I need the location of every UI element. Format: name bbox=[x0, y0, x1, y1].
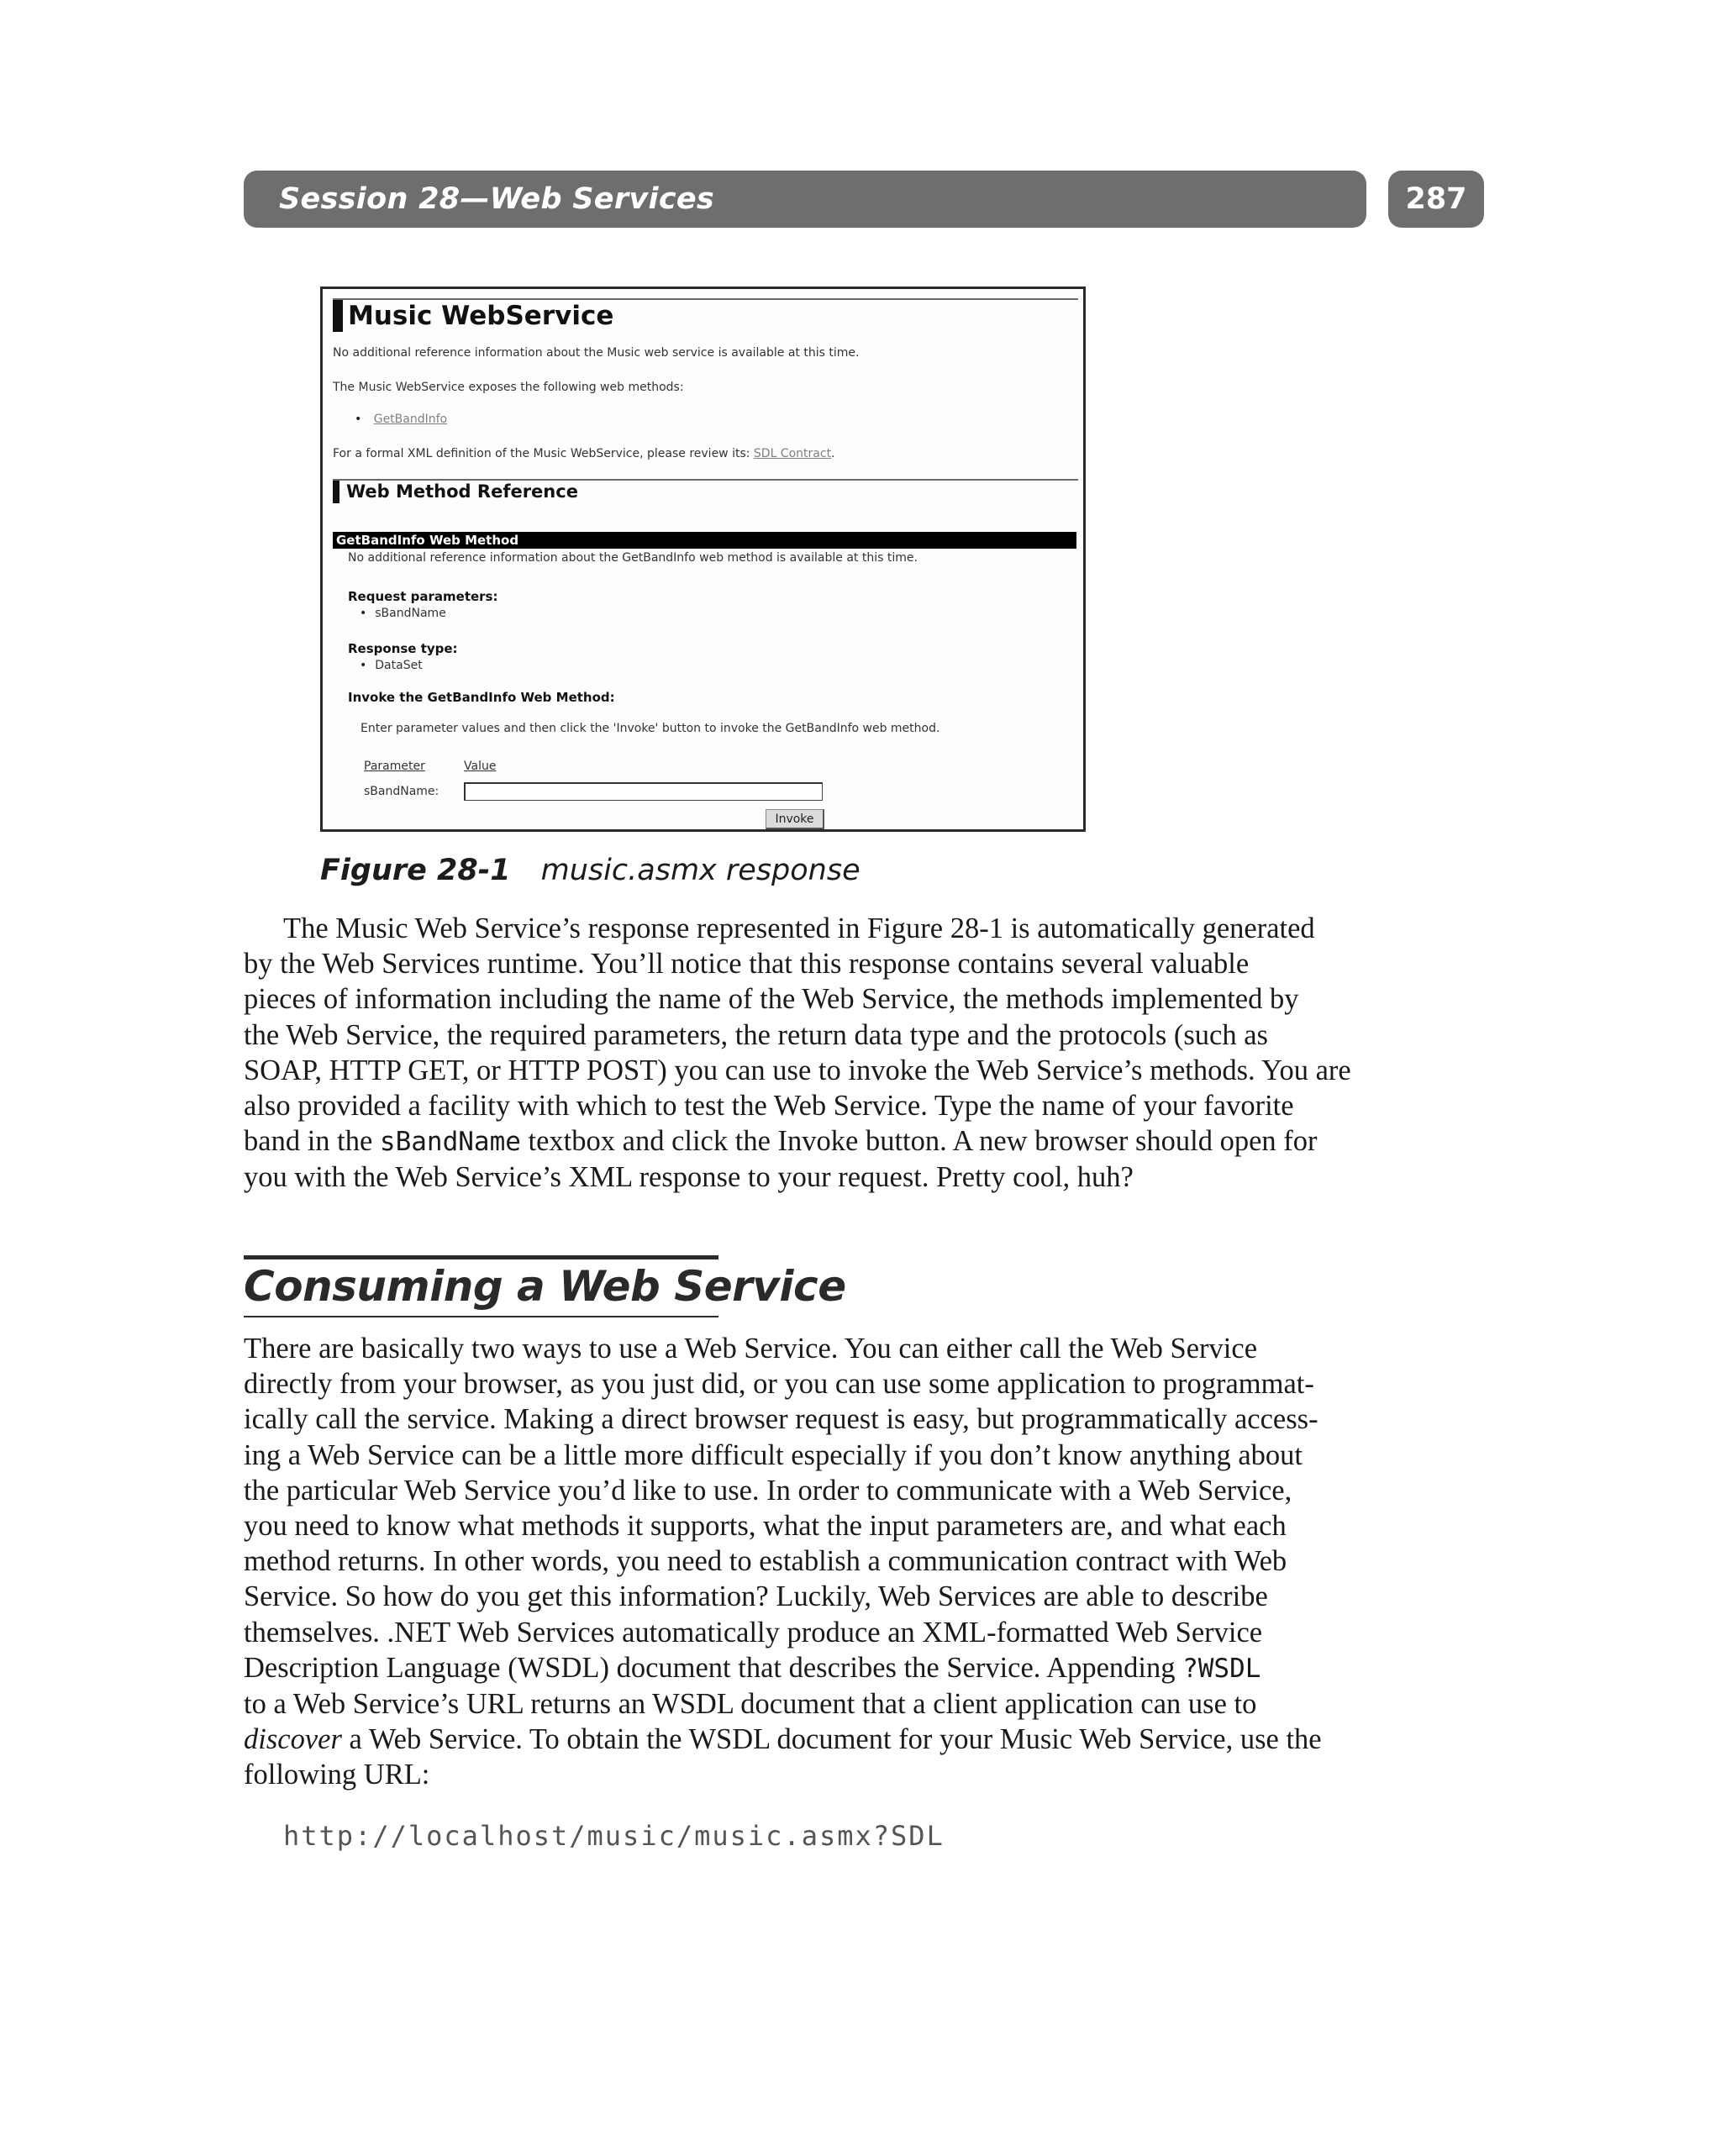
inline-code: ?WSDL bbox=[1182, 1653, 1261, 1684]
figure-number: Figure 28-1 bbox=[320, 854, 511, 887]
response-type-text: DataSet bbox=[375, 659, 423, 672]
text-line: by the Web Services runtime. You’ll notice that this response contains several valuable bbox=[244, 948, 1250, 981]
method-description: No additional reference information about the GetBandInfo web method is available at this time. bbox=[348, 551, 918, 565]
list-item bbox=[355, 413, 447, 426]
sdl-contract-link[interactable]: SDL Contract bbox=[753, 447, 832, 460]
text-segment: a Web Service. To obtain the WSDL document for your Music Web Service, use the bbox=[341, 1723, 1322, 1756]
text-line: The Music Web Service’s response represented in Figure 28-1 is automatically generated bbox=[283, 912, 1315, 944]
invoke-instructions: Enter parameter values and then click the 'Invoke' button to invoke the GetBandInfo web method. bbox=[361, 722, 940, 735]
figure-caption bbox=[320, 854, 860, 887]
text-line: the particular Web Service you’d like to use. In order to communicate with a Web Service, bbox=[244, 1474, 1292, 1507]
text-line: pieces of information including the name of the Web Service, the methods implemented by bbox=[244, 983, 1299, 1016]
request-label: Request parameters: bbox=[348, 589, 498, 604]
contract-end: . bbox=[831, 447, 835, 460]
method-bar: GetBandInfo Web Method bbox=[333, 532, 1076, 549]
service-intro: No additional reference information about the Music web service is available at this time. bbox=[333, 346, 860, 360]
text-segment: band in the bbox=[244, 1125, 380, 1158]
sbandname-input[interactable] bbox=[464, 782, 823, 801]
getbandinfo-link[interactable]: GetBandInfo bbox=[373, 413, 448, 426]
contract-text bbox=[333, 447, 835, 460]
text-line: you with the Web Service’s XML response to your request. Pretty cool, huh? bbox=[244, 1161, 1134, 1194]
column-parameter: Parameter bbox=[364, 760, 425, 773]
text-line: There are basically two ways to use a Web Service. You can either call the Web Service bbox=[244, 1333, 1258, 1365]
param-label: sBandName: bbox=[364, 785, 439, 798]
text-line bbox=[244, 1123, 1487, 1160]
service-title: Music WebService bbox=[333, 300, 613, 332]
paragraph-consuming bbox=[244, 1331, 1487, 1793]
text-line: directly from your browser, as you just did, or you can use some application to programmat- bbox=[244, 1368, 1314, 1401]
text-segment: textbox and click the Invoke button. A new browser should open for bbox=[520, 1125, 1318, 1158]
page-number: 287 bbox=[1388, 171, 1484, 228]
contract-label: For a formal XML definition of the Music WebService, please review its: bbox=[333, 447, 754, 460]
text-line: also provided a facility with which to test the Web Service. Type the name of your favorite bbox=[244, 1090, 1294, 1123]
text-line bbox=[244, 1722, 1487, 1757]
exposes-text: The Music WebService exposes the following web methods: bbox=[333, 381, 684, 394]
paragraph-response bbox=[244, 911, 1487, 1196]
request-param-text: sBandName bbox=[375, 607, 446, 620]
response-label: Response type: bbox=[348, 641, 458, 656]
text-line: SOAP, HTTP GET, or HTTP POST) you can use to invoke the Web Service’s methods. You are bbox=[244, 1054, 1351, 1086]
invoke-button[interactable]: Invoke bbox=[766, 809, 824, 829]
section-rule bbox=[244, 1255, 718, 1259]
reference-heading: Web Method Reference bbox=[333, 481, 578, 503]
text-line: to a Web Service’s URL returns an WSDL document that a client application can use to bbox=[244, 1688, 1257, 1721]
section-rule bbox=[244, 1316, 718, 1317]
text-line: method returns. In other words, you need to establish a communication contract with Web bbox=[244, 1545, 1287, 1578]
text-line: Service. So how do you get this information? Luckily, Web Services are able to describe bbox=[244, 1580, 1268, 1613]
text-line bbox=[244, 1650, 1487, 1686]
text-line: following URL: bbox=[244, 1759, 430, 1791]
figure-caption-text: music.asmx response bbox=[540, 854, 860, 887]
emphasis: discover bbox=[244, 1723, 342, 1756]
text-segment: Description Language (WSDL) document that describes the Service. Appending bbox=[244, 1651, 1183, 1684]
invoke-heading: Invoke the GetBandInfo Web Method: bbox=[348, 690, 615, 705]
request-param bbox=[360, 607, 446, 620]
section-heading: Consuming a Web Service bbox=[244, 1262, 846, 1311]
text-line: ing a Web Service can be a little more difficult especially if you don’t know anything about bbox=[244, 1438, 1303, 1471]
column-value: Value bbox=[464, 760, 497, 773]
header-title: Session 28—Web Services bbox=[279, 182, 715, 216]
text-line: you need to know what methods it supports, what the input parameters are, and what each bbox=[244, 1510, 1287, 1543]
text-line: the Web Service, the required parameters, the return data type and the protocols (such as bbox=[244, 1018, 1268, 1051]
text-line: themselves. .NET Web Services automatically produce an XML-formatted Web Service bbox=[244, 1616, 1263, 1649]
figure-screenshot bbox=[320, 287, 1086, 832]
wsdl-url-code: http://localhost/music/music.asmx?SDL bbox=[283, 1820, 945, 1852]
inline-code: sBandName bbox=[379, 1127, 521, 1158]
response-type bbox=[360, 659, 423, 672]
text-line: ically call the service. Making a direct browser request is easy, but programmatically access- bbox=[244, 1403, 1318, 1436]
running-header bbox=[244, 171, 1366, 228]
